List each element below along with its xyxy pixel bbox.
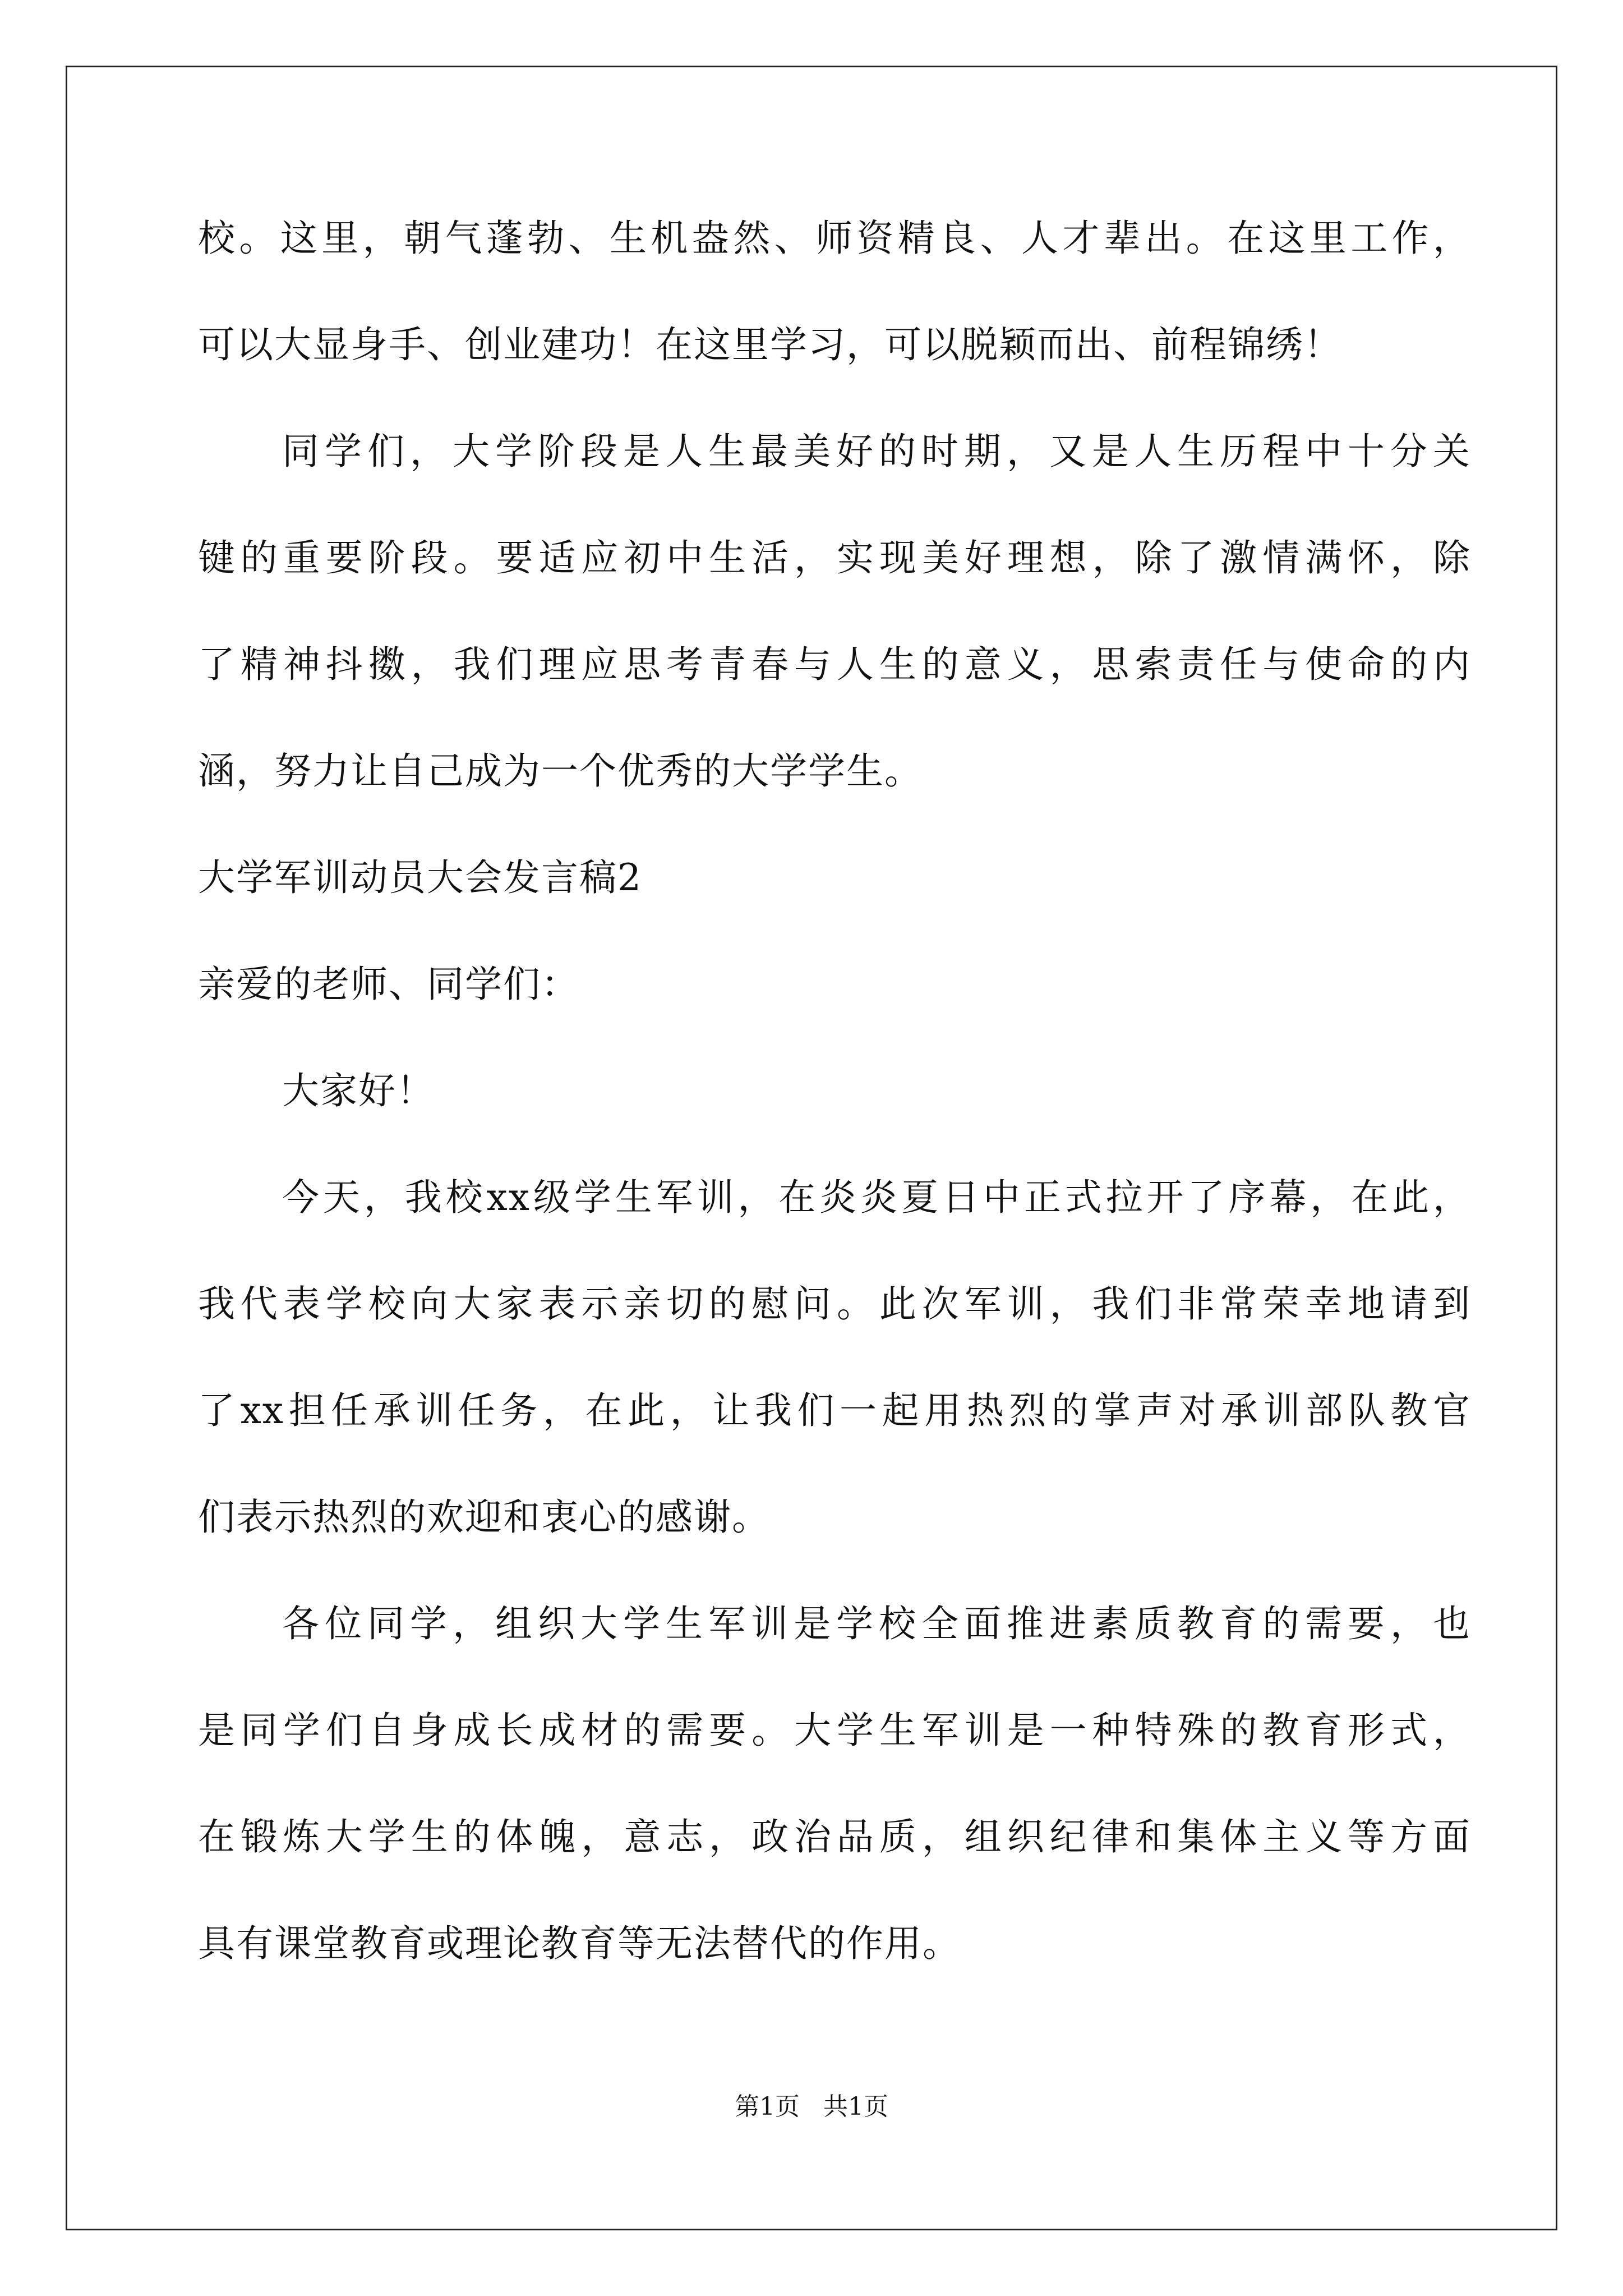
body-text-line: 键的重要阶段。要适应初中生活，实现美好理想，除了激情满怀，除 (198, 536, 1471, 579)
body-text-line: 们表示热烈的欢迎和衷心的感谢。 (198, 1496, 770, 1539)
body-text-line: 可以大显身手、创业建功！在这里学习，可以脱颖而出、前程锦绣！ (198, 323, 1342, 366)
body-text-line: 了xx担任承训任务，在此，让我们一起用热烈的掌声对承训部队教官 (198, 1389, 1471, 1432)
body-text-line: 是同学们自身成长成材的需要。大学生军训是一种特殊的教育形式， (198, 1709, 1471, 1752)
greeting: 大家好！ (282, 1069, 435, 1112)
section-heading: 大学军训动员大会发言稿2 (198, 856, 642, 899)
page-footer: 第1页 共1页 (735, 2092, 888, 2121)
body-text-line: 各位同学，组织大学生军训是学校全面推进素质教育的需要，也 (282, 1602, 1471, 1645)
body-text-line: 今天，我校xx级学生军训，在炎炎夏日中正式拉开了序幕，在此， (282, 1176, 1471, 1219)
body-text-line: 具有课堂教育或理论教育等无法替代的作用。 (198, 1922, 961, 1965)
salutation: 亲爱的老师、同学们： (198, 963, 579, 1006)
page-border (66, 66, 1557, 2230)
body-text-line: 在锻炼大学生的体魄，意志，政治品质，组织纪律和集体主义等方面 (198, 1815, 1471, 1858)
body-text-line: 了精神抖擞，我们理应思考青春与人生的意义，思索责任与使命的内 (198, 643, 1471, 686)
body-text-line: 我代表学校向大家表示亲切的慰问。此次军训，我们非常荣幸地请到 (198, 1282, 1471, 1326)
body-text-line: 涵，努力让自己成为一个优秀的大学学生。 (198, 749, 923, 793)
body-text-line: 同学们，大学阶段是人生最美好的时期，又是人生历程中十分关 (282, 430, 1471, 473)
body-text-line: 校。这里，朝气蓬勃、生机盎然、师资精良、人才辈出。在这里工作， (198, 217, 1471, 260)
